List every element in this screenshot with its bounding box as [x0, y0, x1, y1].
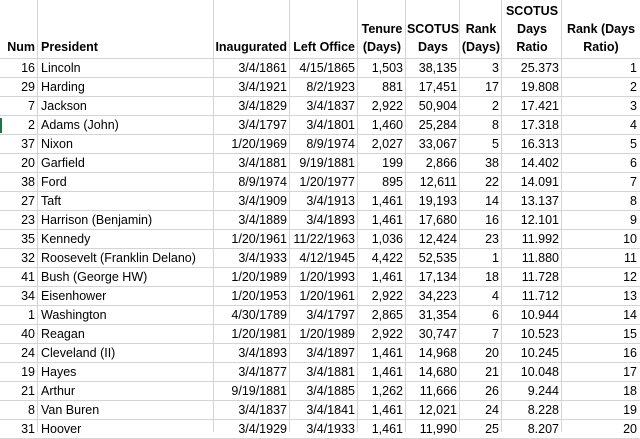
cell-rank-days[interactable]: 24: [485, 403, 499, 417]
cell-inaugurated[interactable]: 3/4/1933: [238, 251, 287, 265]
cell-left-office[interactable]: 3/4/1801: [306, 118, 355, 132]
cell-president[interactable]: Hayes: [41, 365, 77, 379]
header-cell-tenure[interactable]: [358, 0, 406, 59]
cell-rank-days[interactable]: 5: [492, 137, 499, 151]
cell-inaugurated[interactable]: 3/4/1861: [238, 61, 287, 75]
cell-inaugurated[interactable]: 3/4/1929: [238, 422, 287, 436]
cell-rank-ratio[interactable]: 15: [623, 327, 637, 341]
cell-num[interactable]: 37: [21, 137, 35, 151]
cell-scotus-ratio[interactable]: 11.880: [521, 251, 559, 265]
cell-tenure[interactable]: 1,503: [371, 61, 403, 75]
cell-president[interactable]: Taft: [41, 194, 62, 208]
table-row: [0, 306, 640, 325]
cell-scotus-days[interactable]: 12,611: [419, 175, 457, 189]
header-cell-left-office[interactable]: [290, 0, 358, 59]
cell-tenure[interactable]: 2,922: [371, 99, 403, 113]
header-cell-scotus-days[interactable]: [406, 0, 460, 59]
header-cell-rank-days[interactable]: [460, 0, 502, 59]
cell-rank-ratio[interactable]: 7: [630, 175, 637, 189]
cell-president[interactable]: Harding: [41, 80, 85, 94]
cell-scotus-ratio[interactable]: 11.992: [521, 232, 559, 246]
cell-left-office[interactable]: 4/12/1945: [299, 251, 355, 265]
cell-scotus-days[interactable]: 33,067: [418, 137, 457, 151]
cell-rank-days[interactable]: 16: [485, 213, 499, 227]
table-row: [0, 116, 640, 135]
cell-president[interactable]: Kennedy: [41, 232, 91, 246]
cell-left-office[interactable]: 1/20/1961: [299, 289, 355, 303]
header-label-line: Ratio): [583, 40, 619, 54]
cell-scotus-days[interactable]: 17,451: [418, 80, 457, 94]
cell-num[interactable]: 21: [21, 384, 35, 398]
header-label-line: Ratio: [516, 40, 548, 54]
cell-inaugurated[interactable]: 9/19/1881: [231, 384, 287, 398]
cell-rank-days[interactable]: 18: [485, 270, 499, 284]
cell-rank-ratio[interactable]: 4: [630, 118, 637, 132]
cell-num[interactable]: 32: [21, 251, 35, 265]
cell-tenure[interactable]: 1,461: [371, 365, 403, 379]
cell-tenure[interactable]: 1,461: [371, 346, 403, 360]
cell-president[interactable]: Nixon: [41, 137, 73, 151]
cell-scotus-ratio[interactable]: 12.101: [520, 213, 559, 227]
cell-rank-ratio[interactable]: 9: [630, 213, 637, 227]
cell-num[interactable]: 31: [21, 422, 35, 436]
cell-rank-days[interactable]: 21: [485, 365, 499, 379]
cell-tenure[interactable]: 1,460: [371, 118, 403, 132]
header-label-line: SCOTUS: [406, 22, 460, 36]
cell-num[interactable]: 7: [28, 99, 35, 113]
cell-rank-days[interactable]: 26: [485, 384, 499, 398]
header-cell-scotus-ratio[interactable]: [502, 0, 562, 59]
cell-left-office[interactable]: 8/9/1974: [306, 137, 355, 151]
header-label-line: Tenure: [361, 22, 403, 36]
cell-tenure[interactable]: 1,036: [371, 232, 403, 246]
cell-left-office[interactable]: 3/4/1913: [306, 194, 355, 208]
cell-num[interactable]: 41: [21, 270, 35, 284]
header-label-line: Rank: [465, 22, 497, 36]
cell-scotus-days[interactable]: 38,135: [418, 61, 457, 75]
cell-tenure[interactable]: 2,865: [371, 308, 403, 322]
cell-president[interactable]: Hoover: [41, 422, 82, 436]
cell-tenure[interactable]: 2,922: [371, 327, 403, 341]
cell-scotus-days[interactable]: 52,535: [418, 251, 457, 265]
cell-num[interactable]: 8: [28, 403, 35, 417]
cell-president[interactable]: Lincoln: [41, 61, 81, 75]
cell-rank-ratio[interactable]: 6: [630, 156, 637, 170]
cell-president[interactable]: Arthur: [41, 384, 76, 398]
cell-rank-ratio[interactable]: 5: [630, 137, 637, 151]
cell-scotus-ratio[interactable]: 9.244: [527, 384, 559, 398]
cell-scotus-days[interactable]: 11,666: [419, 384, 457, 398]
cell-tenure[interactable]: 1,461: [371, 213, 403, 227]
table-row: [0, 154, 640, 173]
cell-num[interactable]: 24: [21, 346, 35, 360]
cell-inaugurated[interactable]: 3/4/1881: [238, 156, 287, 170]
cell-rank-ratio[interactable]: 19: [623, 403, 637, 417]
cell-scotus-ratio[interactable]: 25.373: [520, 61, 559, 75]
cell-rank-ratio[interactable]: 18: [623, 384, 637, 398]
cell-rank-days[interactable]: 4: [492, 289, 499, 303]
cell-inaugurated[interactable]: 1/20/1969: [231, 137, 287, 151]
cell-rank-ratio[interactable]: 10: [623, 232, 637, 246]
cell-left-office[interactable]: 8/2/1923: [306, 80, 355, 94]
table-row: [0, 230, 640, 249]
header-label-line: (Days): [362, 40, 402, 54]
cell-rank-days[interactable]: 23: [485, 232, 499, 246]
cell-scotus-days[interactable]: 50,904: [418, 99, 457, 113]
cell-scotus-days[interactable]: 17,680: [418, 213, 457, 227]
cell-scotus-ratio[interactable]: 10.523: [520, 327, 559, 341]
cell-left-office[interactable]: 3/4/1933: [306, 422, 355, 436]
cell-tenure[interactable]: 2,027: [371, 137, 403, 151]
cell-scotus-ratio[interactable]: 13.137: [520, 194, 559, 208]
cell-rank-days[interactable]: 20: [485, 346, 499, 360]
cell-scotus-days[interactable]: 11,990: [419, 422, 457, 436]
table-row: [0, 382, 640, 401]
cell-rank-ratio[interactable]: 2: [630, 80, 637, 94]
cell-tenure[interactable]: 881: [382, 80, 403, 94]
cell-inaugurated[interactable]: 1/20/1981: [231, 327, 287, 341]
cell-scotus-ratio[interactable]: 14.402: [520, 156, 559, 170]
table-row: [0, 268, 640, 287]
cell-inaugurated[interactable]: 1/20/1989: [231, 270, 287, 284]
cell-left-office[interactable]: 3/4/1897: [306, 346, 355, 360]
table-row: [0, 173, 640, 192]
cell-rank-ratio[interactable]: 1: [630, 61, 637, 75]
cell-num[interactable]: 19: [21, 365, 35, 379]
cell-rank-days[interactable]: 7: [492, 327, 499, 341]
header-cell-num[interactable]: [0, 0, 38, 59]
table-row: [0, 420, 640, 439]
cell-president[interactable]: Harrison (Benjamin): [41, 213, 153, 227]
cell-num[interactable]: 1: [28, 308, 35, 322]
cell-president[interactable]: Ford: [41, 175, 67, 189]
cell-rank-days[interactable]: 14: [485, 194, 499, 208]
cell-num[interactable]: 16: [21, 61, 35, 75]
table-row: [0, 211, 640, 230]
cell-president[interactable]: Garfield: [41, 156, 85, 170]
header-cell-president[interactable]: [38, 0, 214, 59]
cell-left-office[interactable]: 3/4/1837: [306, 99, 355, 113]
cell-inaugurated[interactable]: 1/20/1961: [231, 232, 287, 246]
cell-inaugurated[interactable]: 3/4/1797: [238, 118, 287, 132]
cell-scotus-ratio[interactable]: 17.421: [520, 99, 559, 113]
cell-scotus-days[interactable]: 17,134: [418, 270, 457, 284]
cell-inaugurated[interactable]: 3/4/1829: [238, 99, 287, 113]
cell-scotus-ratio[interactable]: 10.944: [520, 308, 559, 322]
cell-tenure[interactable]: 1,461: [371, 403, 403, 417]
cell-rank-ratio[interactable]: 20: [623, 422, 637, 436]
cell-inaugurated[interactable]: 4/30/1789: [231, 308, 287, 322]
header-label-line: Left Office: [293, 40, 355, 54]
table-row: [0, 401, 640, 420]
cell-inaugurated[interactable]: 3/4/1889: [238, 213, 287, 227]
table-row: [0, 78, 640, 97]
cell-president[interactable]: Eisenhower: [41, 289, 107, 303]
cell-president[interactable]: Cleveland (II): [41, 346, 116, 360]
cell-rank-days[interactable]: 3: [492, 61, 499, 75]
cell-scotus-days[interactable]: 30,747: [418, 327, 457, 341]
cell-scotus-days[interactable]: 25,284: [418, 118, 457, 132]
cell-rank-days[interactable]: 25: [485, 422, 499, 436]
cell-president[interactable]: Van Buren: [41, 403, 100, 417]
cell-tenure[interactable]: 199: [382, 156, 403, 170]
header-label-line: Num: [7, 40, 35, 54]
header-row: [0, 0, 640, 59]
cell-scotus-days[interactable]: 12,424: [418, 232, 457, 246]
cell-tenure[interactable]: 1,461: [371, 422, 403, 436]
cell-tenure[interactable]: 2,922: [371, 289, 403, 303]
cell-president[interactable]: Bush (George HW): [41, 270, 148, 284]
cell-scotus-days[interactable]: 14,680: [418, 365, 457, 379]
cell-num[interactable]: 23: [21, 213, 35, 227]
header-label-line: Days: [418, 40, 448, 54]
cell-scotus-ratio[interactable]: 16.313: [520, 137, 559, 151]
cell-num[interactable]: 2: [28, 118, 35, 132]
cell-tenure[interactable]: 1,262: [371, 384, 403, 398]
cell-scotus-ratio[interactable]: 19.808: [520, 80, 559, 94]
header-label-line: Inaugurated: [215, 40, 287, 54]
cell-scotus-ratio[interactable]: 10.048: [520, 365, 559, 379]
header-label-line: (Days): [461, 40, 501, 54]
cell-scotus-ratio[interactable]: 11.712: [521, 289, 559, 303]
cell-inaugurated[interactable]: 3/4/1837: [238, 403, 287, 417]
cell-rank-ratio[interactable]: 12: [623, 270, 637, 284]
cell-rank-days[interactable]: 8: [492, 118, 499, 132]
cell-tenure[interactable]: 1,461: [371, 270, 403, 284]
cell-rank-days[interactable]: 17: [485, 80, 499, 94]
cell-left-office[interactable]: 4/15/1865: [299, 61, 355, 75]
active-row-marker: [0, 118, 2, 133]
cell-rank-ratio[interactable]: 16: [623, 346, 637, 360]
table-row: [0, 344, 640, 363]
cell-rank-ratio[interactable]: 3: [630, 99, 637, 113]
cell-num[interactable]: 38: [21, 175, 35, 189]
table-row: [0, 287, 640, 306]
table-row: [0, 249, 640, 268]
header-label-line: President: [41, 40, 98, 54]
cell-president[interactable]: Reagan: [41, 327, 85, 341]
cell-inaugurated[interactable]: 3/4/1909: [238, 194, 287, 208]
cell-rank-ratio[interactable]: 11: [624, 251, 637, 265]
cell-num[interactable]: 29: [21, 80, 35, 94]
cell-rank-ratio[interactable]: 8: [630, 194, 637, 208]
cell-president[interactable]: Washington: [41, 308, 107, 322]
cell-rank-days[interactable]: 22: [485, 175, 499, 189]
cell-tenure[interactable]: 4,422: [371, 251, 403, 265]
cell-inaugurated[interactable]: 8/9/1974: [238, 175, 287, 189]
cell-inaugurated[interactable]: 3/4/1921: [238, 80, 287, 94]
cell-scotus-ratio[interactable]: 8.228: [527, 403, 559, 417]
cell-president[interactable]: Adams (John): [41, 118, 119, 132]
cell-rank-ratio[interactable]: 13: [623, 289, 637, 303]
table-row: [0, 192, 640, 211]
cell-num[interactable]: 27: [21, 194, 35, 208]
cell-scotus-days[interactable]: 14,968: [418, 346, 457, 360]
cell-scotus-ratio[interactable]: 8.207: [527, 422, 559, 436]
cell-num[interactable]: 35: [21, 232, 35, 246]
cell-scotus-days[interactable]: 2,866: [425, 156, 457, 170]
cell-scotus-days[interactable]: 31,354: [418, 308, 457, 322]
cell-scotus-days[interactable]: 19,193: [418, 194, 457, 208]
cell-left-office[interactable]: 3/4/1893: [306, 213, 355, 227]
cell-scotus-days[interactable]: 12,021: [418, 403, 457, 417]
table-row: [0, 59, 640, 78]
cell-rank-days[interactable]: 1: [492, 251, 499, 265]
cell-left-office[interactable]: 11/22/1963: [293, 232, 355, 246]
header-cell-rank-ratio[interactable]: [562, 0, 640, 59]
cell-left-office[interactable]: 3/4/1881: [306, 365, 355, 379]
cell-rank-ratio[interactable]: 14: [623, 308, 637, 322]
cell-num[interactable]: 40: [21, 327, 35, 341]
cell-inaugurated[interactable]: 3/4/1893: [238, 346, 287, 360]
header-cell-inaugurated[interactable]: [214, 0, 290, 59]
cell-tenure[interactable]: 895: [382, 175, 403, 189]
cell-num[interactable]: 34: [21, 289, 35, 303]
cell-num[interactable]: 20: [21, 156, 35, 170]
cell-left-office[interactable]: 1/20/1989: [299, 327, 355, 341]
cell-president[interactable]: Roosevelt (Franklin Delano): [41, 251, 196, 265]
header-label-line: Rank (Days: [566, 22, 636, 36]
cell-rank-days[interactable]: 38: [485, 156, 499, 170]
cell-left-office[interactable]: 3/4/1885: [306, 384, 355, 398]
cell-scotus-ratio[interactable]: 14.091: [520, 175, 559, 189]
cell-left-office[interactable]: 1/20/1993: [299, 270, 355, 284]
table-row: [0, 325, 640, 344]
cell-scotus-ratio[interactable]: 10.245: [520, 346, 559, 360]
table-row: [0, 363, 640, 382]
cell-rank-days[interactable]: 2: [492, 99, 499, 113]
header-label-line: SCOTUS: [505, 4, 559, 18]
table-row: [0, 97, 640, 116]
cell-president[interactable]: Jackson: [41, 99, 87, 113]
cell-rank-ratio[interactable]: 17: [623, 365, 637, 379]
cell-left-office[interactable]: 1/20/1977: [299, 175, 355, 189]
cell-left-office[interactable]: 3/4/1841: [306, 403, 355, 417]
cell-rank-days[interactable]: 6: [492, 308, 499, 322]
cell-scotus-ratio[interactable]: 17.318: [520, 118, 559, 132]
cell-tenure[interactable]: 1,461: [371, 194, 403, 208]
cell-left-office[interactable]: 3/4/1797: [306, 308, 355, 322]
cell-inaugurated[interactable]: 3/4/1877: [238, 365, 287, 379]
cell-scotus-ratio[interactable]: 11.728: [521, 270, 559, 284]
cell-scotus-days[interactable]: 34,223: [418, 289, 457, 303]
cell-inaugurated[interactable]: 1/20/1953: [231, 289, 287, 303]
table-row: [0, 135, 640, 154]
cell-left-office[interactable]: 9/19/1881: [299, 156, 355, 170]
header-label-line: Days: [517, 22, 547, 36]
